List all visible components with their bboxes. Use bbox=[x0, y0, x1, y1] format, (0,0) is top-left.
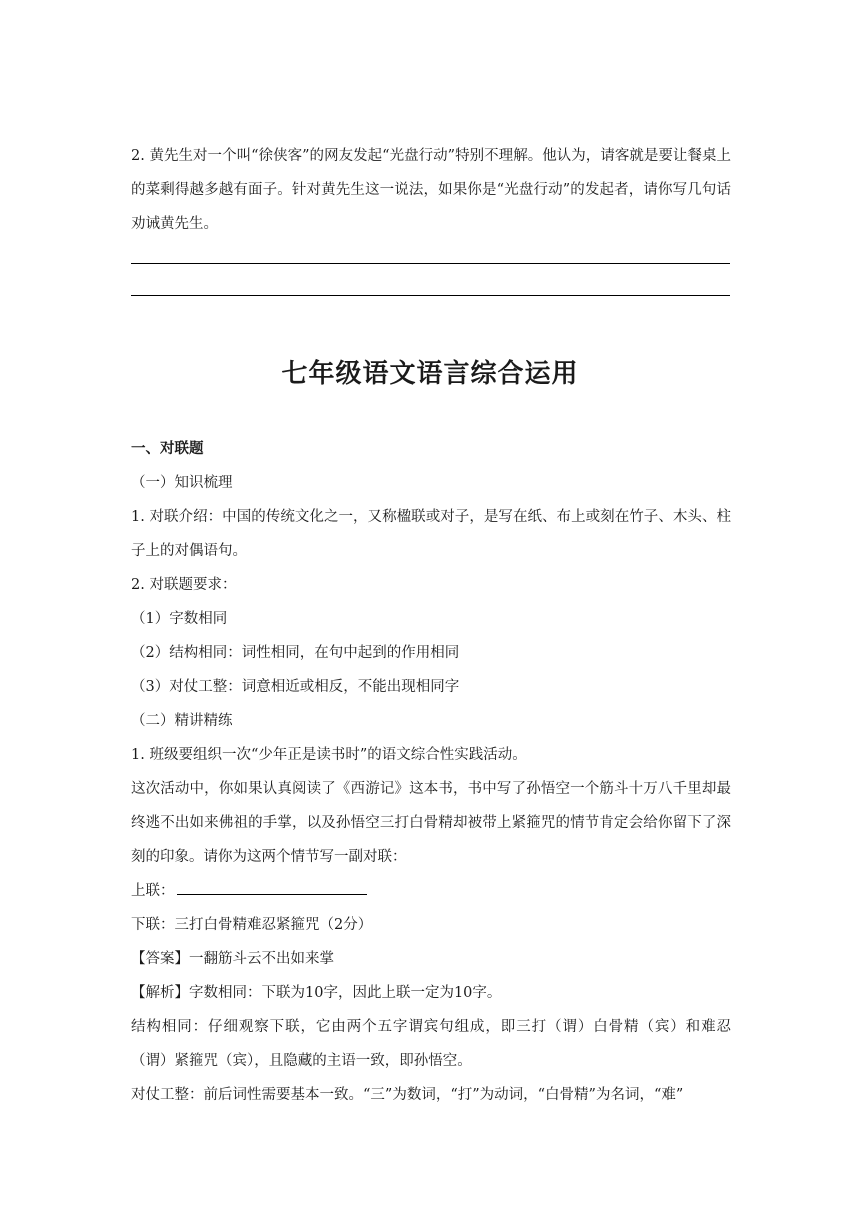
requirements-heading: 2. 对联题要求： bbox=[131, 577, 237, 593]
requirement-2: （2）结构相同：词性相同，在句中起到的作用相同 bbox=[131, 645, 460, 661]
answer-text: 一翻筋斗云不出如来掌 bbox=[189, 951, 334, 967]
analysis bbox=[131, 976, 731, 1010]
answer-line-1 bbox=[131, 263, 730, 264]
requirement-1: （1）字数相同 bbox=[131, 611, 228, 627]
analysis-text: 字数相同：下联为10字，因此上联一定为10字。 bbox=[189, 985, 502, 1001]
answer-line-2 bbox=[131, 295, 730, 296]
lower-couplet: 下联：三打白骨精难忍紧箍咒（2分） bbox=[131, 917, 373, 933]
page-title: 七年级语文语言综合运用 bbox=[281, 359, 579, 389]
subsection-practice: （二）精讲精练 bbox=[131, 713, 233, 729]
section-couplets bbox=[131, 432, 731, 1112]
upper-couplet bbox=[131, 874, 731, 908]
upper-couplet-blank bbox=[177, 880, 367, 895]
exercise-1-body: 这次活动中，你如果认真阅读了《西游记》这本书，书中写了孙悟空一个筋斗十万八千里却最终逃不出如来佛祖的手掌，以及孙悟空三打白骨精却被带上紧箍咒的情节肯定会给你留下了深刻的印象。请你为这两个情节写一副对联： bbox=[131, 781, 731, 865]
answer-tag: 【答案】 bbox=[131, 951, 189, 967]
upper-couplet-label: 上联： bbox=[131, 883, 175, 899]
requirement-3: （3）对仗工整：词意相近或相反，不能出现相同字 bbox=[131, 679, 460, 695]
exercise-1: 1. 班级要组织一次“少年正是读书时”的语文综合性实践活动。 bbox=[131, 747, 527, 763]
section-heading: 一、对联题 bbox=[131, 441, 204, 457]
parallel-paragraph: 对仗工整：前后词性需要基本一致。“三”为数词，“打”为动词，“白骨精”为名词，“难” bbox=[131, 1087, 684, 1103]
structure-paragraph: 结构相同：仔细观察下联，它由两个五字谓宾句组成，即三打（谓）白骨精（宾）和难忍（谓）紧箍咒（宾），且隐藏的主语一致，即孙悟空。 bbox=[131, 1019, 731, 1069]
question-2 bbox=[131, 139, 731, 241]
question-2-text: 2. 黄先生对一个叫“徐侠客”的网友发起“光盘行动”特别不理解。他认为，请客就是要让餐桌上的菜剩得越多越有面子。针对黄先生这一说法，如果你是“光盘行动”的发起者，请你写几句话劝诫黄先生。 bbox=[131, 148, 731, 232]
answer bbox=[131, 942, 731, 976]
subsection-knowledge: （一）知识梳理 bbox=[131, 475, 233, 491]
analysis-tag: 【解析】 bbox=[131, 985, 189, 1001]
intro-paragraph: 1. 对联介绍：中国的传统文化之一，又称楹联或对子，是写在纸、布上或刻在竹子、木头、柱子上的对偶语句。 bbox=[131, 509, 731, 559]
